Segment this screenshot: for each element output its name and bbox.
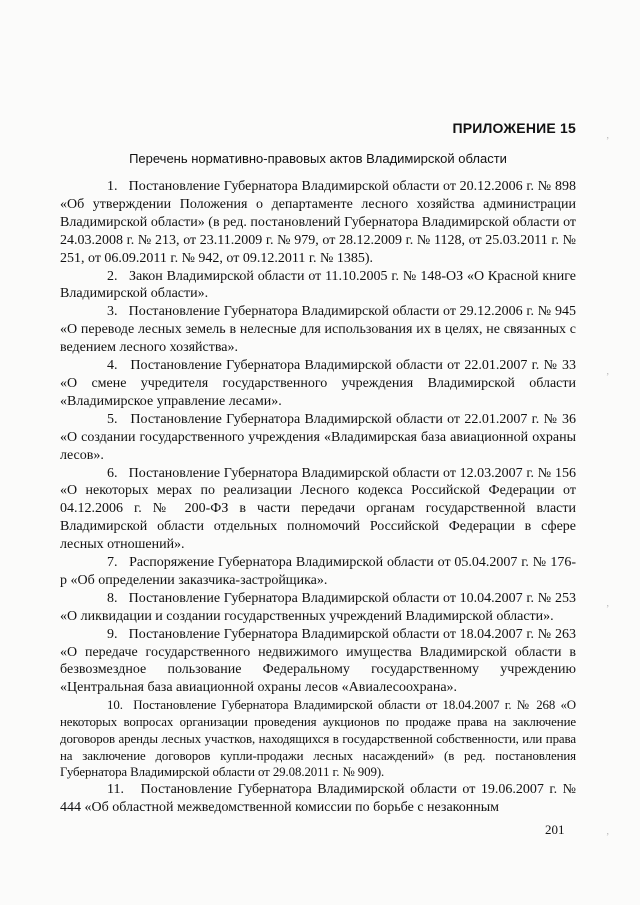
item-text: Постановление Губернатора Владимирской области от 10.04.2007 г. № 253 «О ликвидации и создании государственных учреждений Владимирской области». xyxy=(60,590,576,624)
document-title: Перечень нормативно-правовых актов Владимирской области xyxy=(129,151,507,166)
item-number: 2. xyxy=(107,268,118,284)
list-item xyxy=(60,303,576,357)
item-number: 8. xyxy=(107,590,118,606)
scan-mark: ‚ xyxy=(606,130,610,141)
item-text: Постановление Губернатора Владимирской области от 22.01.2007 г. № 33 «О смене учредителя государственного учреждения Владимирской области «Владимирское управление лесами». xyxy=(60,358,576,409)
list-item xyxy=(60,626,576,698)
scan-mark: ʼ xyxy=(606,832,610,843)
item-text: Постановление Губернатора Владимирской области от 12.03.2007 г. № 156 «О некоторых мерах по реализации Лесного кодекса Российской Федерации от 04.12.2006 г. № 200-ФЗ в части передачи органам государственной власти Владимирской области отдельных полномочий Российской Федерации в сфере лесных отношений». xyxy=(60,465,576,553)
scan-mark: ʼ xyxy=(606,604,610,615)
item-number: 11. xyxy=(107,782,124,798)
list-item xyxy=(60,178,576,268)
item-text: Постановление Губернатора Владимирской области от 18.04.2007 г. № 263 «О передаче государственного недвижимого имущества Владимирской области в безвозмездное пользование Федеральному государственному учреждению «Центральная база авиационной охраны лесов «Авиалесоохрана». xyxy=(60,626,576,696)
item-text: Постановление Губернатора Владимирской области от 19.06.2007 г. № 444 «Об областной межведомственной комиссии по борьбе с незаконным xyxy=(60,782,576,816)
item-number: 10. xyxy=(107,698,123,713)
item-number: 1. xyxy=(107,179,118,194)
item-text: Постановление Губернатора Владимирской области от 18.04.2007 г. № 268 «О некоторых вопросах организации проведения аукционов по продаже права на заключение договоров аренды лесных участков, находящихся в государственной собственности, или права на заключение договоров купли-продажи лесных насаждений» (в ред. постановления Губернатора Владимирской области от 29.08.2011 г. № 909). xyxy=(60,698,576,780)
item-number: 7. xyxy=(107,555,118,571)
list-item xyxy=(60,781,576,817)
item-number: 4. xyxy=(107,358,118,374)
document-body xyxy=(60,178,576,817)
list-item xyxy=(60,590,576,626)
list-item xyxy=(60,697,576,781)
appendix-label: ПРИЛОЖЕНИЕ 15 xyxy=(452,120,576,136)
item-number: 9. xyxy=(107,626,118,642)
list-item xyxy=(60,357,576,411)
list-item xyxy=(60,268,576,304)
list-item xyxy=(60,411,576,465)
scan-mark: ʼ xyxy=(606,372,610,383)
item-text: Постановление Губернатора Владимирской области от 22.01.2007 г. № 36 «О создании государственного учреждения «Владимирская база авиационной охраны лесов». xyxy=(60,411,576,463)
item-text: Закон Владимирской области от 11.10.2005 г. № 148-ОЗ «О Красной книге Владимирской области». xyxy=(60,268,576,302)
item-number: 6. xyxy=(107,465,118,481)
list-item xyxy=(60,554,576,590)
page-number: 201 xyxy=(545,822,565,837)
list-item xyxy=(60,465,576,555)
item-text: Распоряжение Губернатора Владимирской области от 05.04.2007 г. № 176-р «Об определении заказчика-застройщика». xyxy=(60,555,576,588)
item-text: Постановление Губернатора Владимирской области от 29.12.2006 г. № 945 «О переводе лесных земель в нелесные для использования их в целях, не связанных с ведением лесного хозяйства». xyxy=(60,304,576,356)
item-number: 5. xyxy=(107,411,118,427)
item-text: Постановление Губернатора Владимирской области от 20.12.2006 г. № 898 «Об утверждении Положения о департаменте лесного хозяйства администрации Владимирской области» (в ред. постановлений Губернатора Владимирской области от 24.03.2008 г. № 213, от 23.11.2009 г. № 979, от 28.12.2009 г. № 1128, от 25.03.2011 г. № 251, от 06.09.2011 г. № 942, от 09.12.2011 г. № 1385). xyxy=(60,179,576,266)
item-number: 3. xyxy=(107,304,118,320)
